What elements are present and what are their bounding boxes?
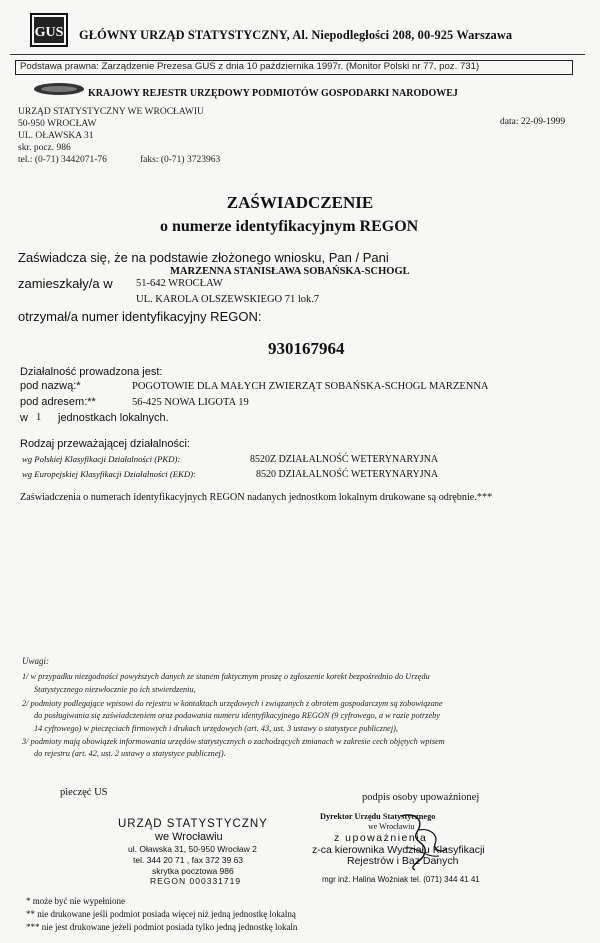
handwritten-signature xyxy=(395,808,450,873)
footnote: * może być nie wypełnione xyxy=(26,896,125,906)
footnote: *** nie jest drukowane jeżeli podmiot posiada tylko jedną jednostkę lokaln xyxy=(26,922,298,932)
note-line: 3/ podmioty mają obowiązek informowania urzędów statystycznych o zachodzących zmianach w zakresie cech objętych wpisem xyxy=(22,737,445,746)
ekd-label: wg Europejskiej Klasyfikacji Działalności (EKD): xyxy=(22,469,196,479)
note-line: 14 cyfrowego) w pieczęciach firmowych i drukach urzędowych (art. 43, ust. 3 ustawy o statystyce publicznej), xyxy=(34,724,398,733)
pkd-value: 8520Z DZIAŁALNOŚĆ WETERYNARYJNA xyxy=(250,454,439,465)
activity-name-label: pod nazwą:* xyxy=(20,380,81,392)
signature-stamp-city: we Wrocławiu xyxy=(368,822,415,831)
resident-label: zamieszkały/a w xyxy=(18,276,113,291)
stamp-office-po-box: skrytka pocztowa 986 xyxy=(152,866,234,876)
signature-stamp-role: z-ca kierownika Wydziału Klasyfikacji xyxy=(312,844,485,856)
office-phone: tel.: (0-71) 3442071-76 xyxy=(18,155,107,165)
note-line: do rejestru (art. 42, ust. 2 ustawy o statystyce publicznej). xyxy=(34,749,226,758)
footnote: ** nie drukowane jeśli podmiot posiada więcej niż jedną jednostkę lokalną xyxy=(26,909,296,919)
issue-date: data: 22-09-1999 xyxy=(500,117,566,127)
gus-logo-icon xyxy=(30,13,68,47)
note-line: 2/ podmioty podlegające wpisowi do rejestru w kontaktach urzędowych i związanych z obrotem gospodarczym są zobowiązane xyxy=(22,699,443,708)
stamp-office-phone: tel. 344 20 71 , fax 372 39 63 xyxy=(133,855,244,865)
signature-label: podpis osoby upoważnionej xyxy=(362,792,480,803)
seal-label: pieczęć US xyxy=(60,787,108,798)
activity-intro: Działalność prowadzona jest: xyxy=(20,366,163,378)
received-label: otrzymał/a numer identyfikacyjny REGON: xyxy=(18,309,262,324)
signature-stamp-department: Rejestrów i Baz Danych xyxy=(347,855,459,867)
local-units-note: Zaświadczenia o numerach identyfikacyjnych REGON nadanych jednostkom lokalnym drukowane są odrębnie.*** xyxy=(20,492,493,503)
activity-name-value: POGOTOWIE DLA MAŁYCH ZWIERZĄT SOBAŃSKA-SCHOGL MARZENNA xyxy=(132,381,489,392)
certifies-text: Zaświadcza się, że na podstawie złożonego wniosku, Pan / Pani xyxy=(18,250,389,265)
activity-address-value: 56-425 NOWA LIGOTA 19 xyxy=(132,397,249,408)
stamp-office-address: ul. Oławska 31, 50-950 Wrocław 2 xyxy=(128,844,257,854)
signature-stamp-authorization: z upoważnienia xyxy=(334,832,428,844)
note-line: do posługiwania się zaświadczeniem oraz podawania numeru identyfikacyjnego REGON (9 cyfrowego, a w razie potrzeby xyxy=(34,711,440,720)
units-suffix: jednostkach lokalnych. xyxy=(58,412,169,424)
office-po-box: skr. pocz. 986 xyxy=(18,143,71,153)
legal-basis-box xyxy=(15,60,573,75)
stamp-office-city: we Wrocławiu xyxy=(155,831,223,843)
note-line: Statystycznego niezwłocznie po ich stwierdzeniu, xyxy=(34,685,196,694)
person-name: MARZENNA STANISŁAWA SOBAŃSKA-SCHOGL xyxy=(170,266,410,277)
registry-title: KRAJOWY REJESTR URZĘDOWY PODMIOTÓW GOSPODARKI NARODOWEJ xyxy=(88,88,458,99)
office-fax: faks: (0-71) 3723963 xyxy=(140,155,221,165)
header-divider xyxy=(10,54,585,55)
ekd-value: 8520 DZIAŁALNOŚĆ WETERYNARYJNA xyxy=(256,469,439,480)
main-activity-heading: Rodzaj przeważającej działalności: xyxy=(20,438,190,450)
stamp-office-regon: REGON 000331719 xyxy=(150,876,242,886)
agency-header-title: GŁÓWNY URZĄD STATYSTYCZNY, Al. Niepodległości 208, 00-925 Warszawa xyxy=(79,28,513,42)
note-line: 1/ w przypadku niezgodności powyższych danych ze stanem faktycznym proszę o zgłoszenie korekt bezpośrednio do Urzędu xyxy=(22,672,430,681)
units-count: 1 xyxy=(36,412,42,423)
signature-stamp-title: Dyrektor Urzędu Statystycznego xyxy=(320,812,436,821)
registry-logo-icon xyxy=(33,82,85,96)
certificate-subtitle: o numerze identyfikacyjnym REGON xyxy=(160,218,419,235)
activity-address-label: pod adresem:** xyxy=(20,396,96,408)
regon-number: 930167964 xyxy=(268,339,345,358)
svg-text:GUS: GUS xyxy=(34,25,64,40)
resident-city: 51-642 WROCŁAW xyxy=(136,278,223,289)
office-postal: 50-950 WROCŁAW xyxy=(18,119,97,129)
resident-street: UL. KAROLA OLSZEWSKIEGO 71 lok.7 xyxy=(136,294,320,305)
stamp-office-name: URZĄD STATYSTYCZNY xyxy=(118,818,268,830)
units-prefix: w xyxy=(20,412,28,424)
notes-heading: Uwagi: xyxy=(22,656,49,666)
certificate-title: ZAŚWIADCZENIE xyxy=(226,193,374,212)
signature-stamp-signatory: mgr inż. Halina Woźniak tel. (071) 344 41 41 xyxy=(322,875,480,884)
legal-basis-text: Podstawa prawna: Zarządzenie Prezesa GUS z dnia 10 października 1997r. (Monitor Polski nr 77, poz. 731) xyxy=(20,61,480,72)
office-name: URZĄD STATYSTYCZNY WE WROCŁAWIU xyxy=(18,107,204,117)
pkd-label: wg Polskiej Klasyfikacji Działalności (PKD): xyxy=(22,454,181,464)
office-street: UL. OŁAWSKA 31 xyxy=(18,131,94,141)
